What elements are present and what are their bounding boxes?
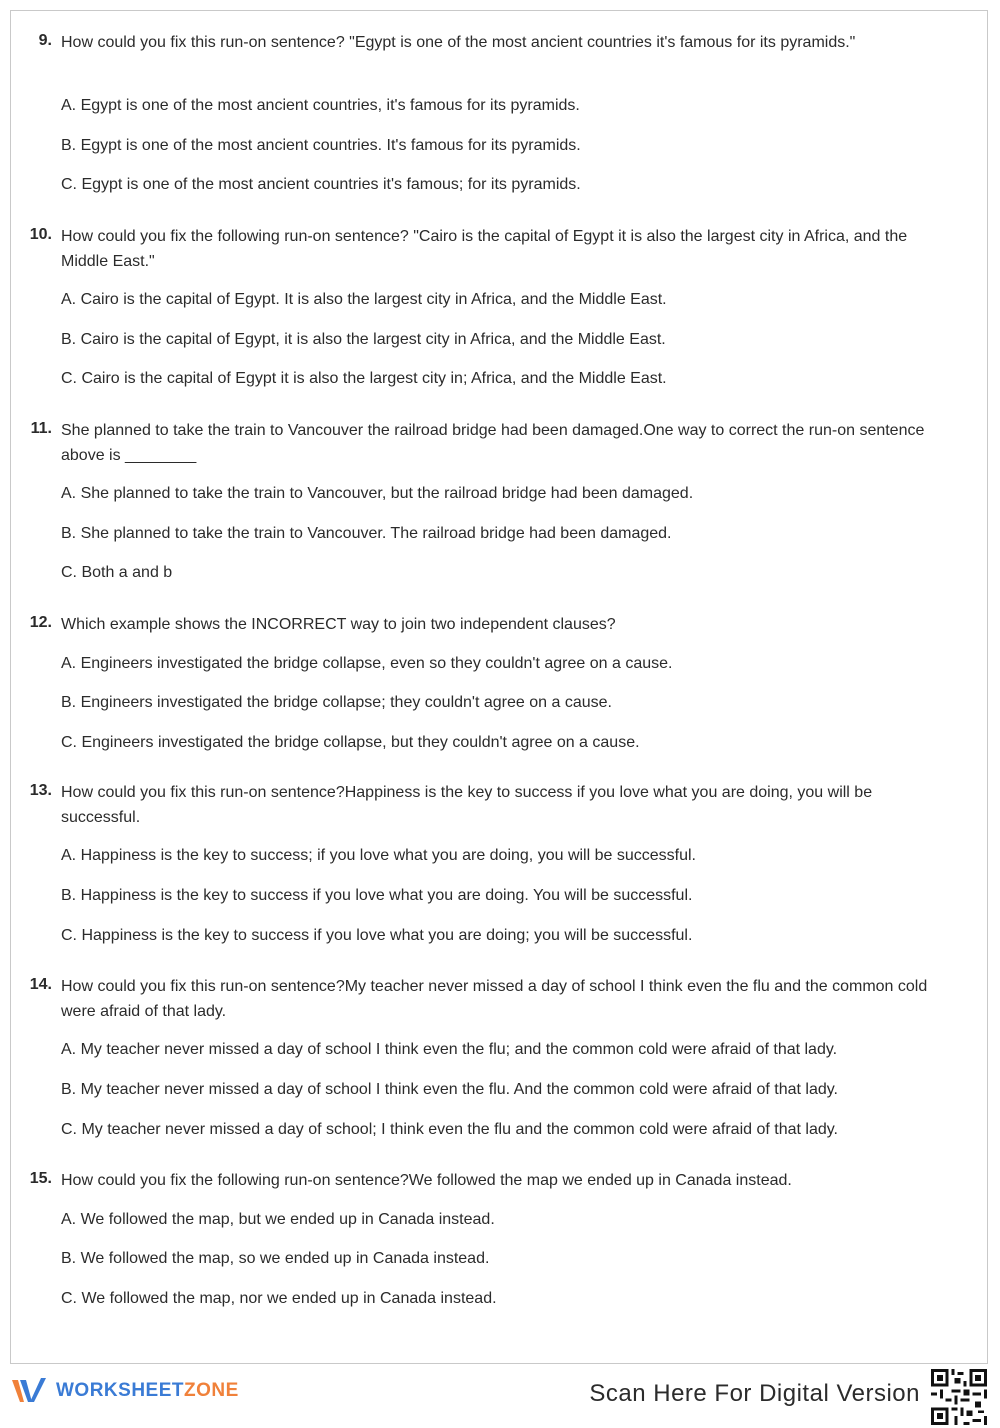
qr-code-icon[interactable]	[928, 1366, 990, 1428]
option-a[interactable]: A. My teacher never missed a day of school I think even the flu; and the common cold were afraid of that lady.	[61, 1041, 838, 1058]
question-number: 14.	[29, 976, 52, 993]
option-a[interactable]: A. Cairo is the capital of Egypt. It is also the largest city in Africa, and the Middle East.	[61, 291, 667, 308]
option-b[interactable]: B. We followed the map, so we ended up in Canada instead.	[61, 1250, 490, 1267]
option-c[interactable]: C. Engineers investigated the bridge collapse, but they couldn't agree on a cause.	[61, 734, 640, 751]
option-a[interactable]: A. Happiness is the key to success; if you love what you are doing, you will be successful.	[61, 847, 696, 864]
question-text: How could you fix this run-on sentence?My teacher never missed a day of school I think even the flu and the common cold were afraid of that lady.	[61, 978, 928, 1020]
option-c[interactable]: C. We followed the map, nor we ended up in Canada instead.	[61, 1290, 497, 1307]
option-c[interactable]: C. My teacher never missed a day of school; I think even the flu and the common cold were afraid of that lady.	[61, 1121, 838, 1138]
logo-word-zone: ZONE	[184, 1380, 239, 1401]
question-text: How could you fix the following run-on sentence?We followed the map we ended up in Canada instead.	[61, 1172, 792, 1189]
option-b[interactable]: B. She planned to take the train to Vancouver. The railroad bridge had been damaged.	[61, 525, 672, 542]
option-b[interactable]: B. Egypt is one of the most ancient countries. It's famous for its pyramids.	[61, 137, 581, 154]
option-a[interactable]: A. Engineers investigated the bridge collapse, even so they couldn't agree on a cause.	[61, 655, 673, 672]
option-c[interactable]: C. Egypt is one of the most ancient countries it's famous; for its pyramids.	[61, 176, 581, 193]
logo-word-worksheet: WORKSHEET	[56, 1380, 184, 1401]
question-number: 11.	[30, 420, 52, 437]
option-a[interactable]: A. She planned to take the train to Vancouver, but the railroad bridge had been damaged.	[61, 485, 694, 502]
option-a[interactable]: A. We followed the map, but we ended up in Canada instead.	[61, 1211, 495, 1228]
question-number: 12.	[29, 614, 52, 631]
question-text: How could you fix this run-on sentence? "Egypt is one of the most ancient countries it's famous for its pyramids."	[61, 34, 856, 51]
question-text: How could you fix this run-on sentence?Happiness is the key to success if you love what you are doing, you will be successful.	[61, 784, 873, 826]
option-c[interactable]: C. Both a and b	[61, 564, 173, 581]
logo-w-icon	[10, 1376, 50, 1406]
option-b[interactable]: B. My teacher never missed a day of school I think even the flu. And the common cold were afraid of that lady.	[61, 1081, 838, 1098]
question-number: 9.	[38, 32, 52, 49]
question-number: 15.	[29, 1170, 52, 1187]
option-b[interactable]: B. Happiness is the key to success if you love what you are doing. You will be successful.	[61, 887, 693, 904]
question-number: 13.	[29, 782, 52, 799]
logo-text	[56, 1380, 239, 1402]
question-text: Which example shows the INCORRECT way to join two independent clauses?	[61, 616, 616, 633]
option-a[interactable]: A. Egypt is one of the most ancient countries, it's famous for its pyramids.	[61, 97, 580, 114]
option-c[interactable]: C. Cairo is the capital of Egypt it is also the largest city in; Africa, and the Middle East.	[61, 370, 667, 387]
question-text: She planned to take the train to Vancouver the railroad bridge had been damaged.One way to correct the run-on sentence above is ________	[61, 422, 925, 464]
option-c[interactable]: C. Happiness is the key to success if you love what you are doing; you will be successful.	[61, 927, 693, 944]
option-b[interactable]: B. Cairo is the capital of Egypt, it is also the largest city in Africa, and the Middle East.	[61, 331, 666, 348]
worksheetzone-logo[interactable]	[10, 1376, 239, 1406]
scan-label: Scan Here For Digital Version	[589, 1380, 920, 1407]
page-footer	[0, 1366, 1000, 1414]
question-number: 10.	[29, 226, 52, 243]
option-b[interactable]: B. Engineers investigated the bridge collapse; they couldn't agree on a cause.	[61, 694, 612, 711]
page-frame	[10, 10, 988, 1364]
question-text: How could you fix the following run-on sentence? "Cairo is the capital of Egypt it is also the largest city in Africa, and the Middle East."	[61, 228, 908, 270]
